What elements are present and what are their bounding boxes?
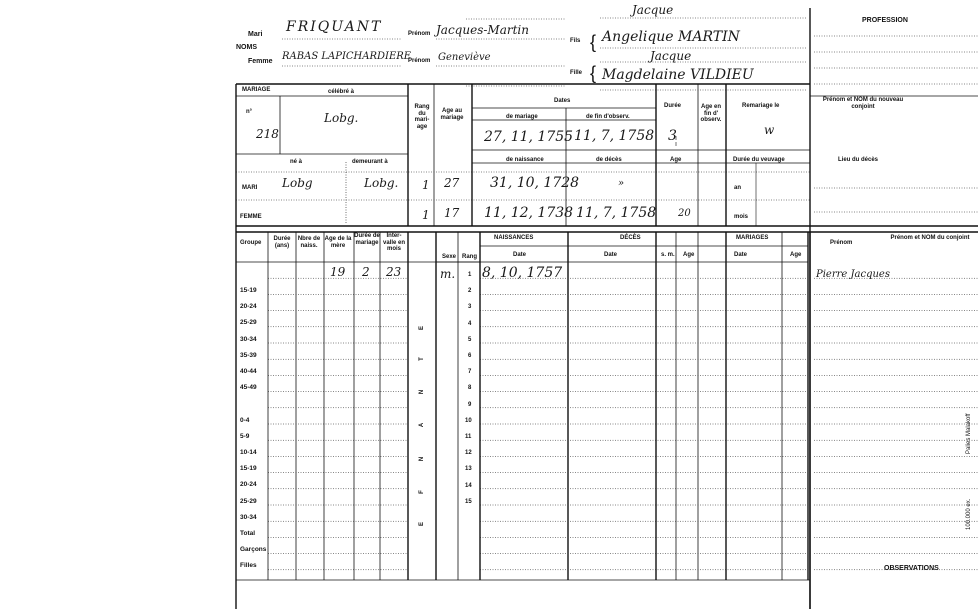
age-group-label: 45-49 bbox=[240, 384, 257, 392]
conjoint-col-label: Prénom et NOM du conjoint bbox=[890, 235, 970, 241]
age-mariage-label: Age au mariage bbox=[440, 108, 464, 121]
nouveau-conjoint-label: Prénom et NOM du nouveau conjoint bbox=[822, 97, 904, 110]
naissances-label: NAISSANCES bbox=[494, 235, 534, 241]
vertical-letter: F bbox=[418, 490, 425, 494]
sm-label: s. m. bbox=[661, 252, 675, 258]
femme-deces: 11, 7, 1758 bbox=[576, 205, 657, 221]
mari-prenom: Jacques-Martin bbox=[436, 23, 529, 37]
mariage-label: MARIAGE bbox=[242, 87, 271, 93]
mari-ne-a: Lobg bbox=[282, 176, 313, 190]
deces-label: de décès bbox=[596, 157, 622, 163]
fille-label: Fille bbox=[570, 70, 583, 76]
deces-age-label: Age bbox=[683, 252, 695, 258]
age-group-label: 25-29 bbox=[240, 497, 257, 505]
rank-number: 3 bbox=[468, 304, 472, 311]
age-group-label: 30-34 bbox=[240, 335, 257, 343]
vertical-letter: E bbox=[419, 325, 426, 331]
rank-number: 6 bbox=[468, 353, 472, 359]
naissance-date-label: Date bbox=[513, 252, 527, 258]
femme-prenom: Geneviève bbox=[438, 52, 491, 63]
mari-label: Mari bbox=[248, 31, 263, 38]
mariage-age-label: Age bbox=[790, 252, 802, 258]
age-group-label: Total bbox=[240, 530, 256, 537]
rank-number: 8 bbox=[468, 385, 472, 392]
dates-label: Dates bbox=[554, 98, 571, 104]
fils-bracket-icon: { bbox=[590, 32, 597, 52]
mariages-label: MARIAGES bbox=[736, 235, 769, 241]
femme-row-label: FEMME bbox=[240, 214, 262, 220]
age-fin-observ-label: Age en fin d' observ. bbox=[700, 104, 722, 124]
an-label: an bbox=[734, 185, 742, 191]
rank-number: 2 bbox=[468, 288, 472, 295]
child-prenom-value: Pierre Jacques bbox=[816, 269, 890, 280]
fille-line-1: Jacque bbox=[650, 49, 692, 63]
deces-col-label: DÉCÈS bbox=[620, 235, 641, 241]
femme-age: 17 bbox=[444, 206, 460, 220]
naissance-label: de naissance bbox=[506, 157, 544, 163]
age-group-label: 0-4 bbox=[240, 416, 250, 424]
rank-number: 5 bbox=[468, 336, 472, 343]
femme-label: Femme bbox=[248, 58, 273, 65]
observations-label: OBSERVATIONS bbox=[884, 565, 939, 572]
age-group-label: 15-19 bbox=[240, 465, 257, 473]
sexe-label: Sexe bbox=[442, 254, 457, 260]
mari-rang: 1 bbox=[422, 178, 430, 192]
remariage-label: Remariage le bbox=[742, 103, 780, 109]
age-group-label: 35-39 bbox=[240, 351, 257, 359]
nbre-naiss-label: Nbre de naiss. bbox=[297, 236, 321, 249]
intervalle-label: Inter-valle en mois bbox=[382, 233, 405, 253]
vertical-letter: A bbox=[419, 422, 426, 428]
duree-value: 3 bbox=[668, 128, 677, 144]
fille-line-2: Magdelaine VILDIEU bbox=[602, 67, 754, 83]
mariage-date-label: Date bbox=[734, 252, 748, 258]
noms-label: NOMS bbox=[236, 44, 257, 51]
fils-label: Fils bbox=[570, 38, 581, 44]
remariage-value: w bbox=[764, 123, 775, 137]
rank-number: 10 bbox=[465, 417, 472, 424]
vertical-letter: N bbox=[419, 456, 426, 462]
femme-naissance: 11, 12, 1738 bbox=[484, 205, 574, 221]
birth-date-value: 8, 10, 1757 bbox=[482, 265, 563, 281]
date-mariage-label: de mariage bbox=[506, 114, 538, 120]
age-deces-label: Age bbox=[670, 157, 682, 163]
duree-veuvage-label: Durée du veuvage bbox=[733, 157, 785, 163]
intervalle-value: 23 bbox=[386, 265, 402, 279]
age-mere-label: Age de la mère bbox=[324, 236, 352, 249]
celebre-label: célébré à bbox=[328, 89, 355, 95]
mariage-place: Lobg. bbox=[324, 111, 359, 125]
prenom-label-femme: Prénom bbox=[408, 58, 431, 64]
duree-ans-label: Durée (ans) bbox=[273, 236, 291, 249]
femme-rang: 1 bbox=[422, 208, 430, 222]
groupe-label: Groupe bbox=[240, 240, 262, 246]
vertical-letter: E bbox=[419, 521, 426, 527]
rank-number: 15 bbox=[465, 498, 472, 505]
rank-number: 12 bbox=[465, 450, 472, 457]
sexe-value: m. bbox=[440, 267, 456, 281]
ne-a-label: né à bbox=[290, 159, 303, 165]
femme-age-deces: 20 bbox=[678, 208, 691, 219]
duree-label: Durée bbox=[664, 103, 682, 109]
mari-deces: » bbox=[618, 178, 625, 189]
age-group-label: 5-9 bbox=[240, 432, 250, 440]
mariage-number: 218 bbox=[256, 127, 279, 141]
mari-naissance: 31, 10, 1728 bbox=[490, 175, 580, 191]
age-group-label: Garçons bbox=[240, 546, 267, 554]
date-fin-observ: 11, 7, 1758 bbox=[574, 128, 655, 144]
rang-mariage-label: Rang du mari-age bbox=[414, 104, 430, 130]
rank-number: 1 bbox=[468, 272, 472, 278]
age-group-label: Filles bbox=[240, 562, 257, 570]
mari-demeurant: Lobg. bbox=[364, 176, 399, 190]
age-group-label: 25-29 bbox=[240, 319, 257, 327]
rank-number: 9 bbox=[468, 401, 472, 408]
prenom-label-mari: Prénom bbox=[408, 31, 431, 37]
femme-name: RABAS LAPICHARDIERE bbox=[282, 51, 412, 62]
rank-number: 14 bbox=[465, 482, 472, 489]
prenom-col-label: Prénom bbox=[830, 240, 853, 246]
age-mere-value: 19 bbox=[330, 265, 346, 279]
copies-credit: 100.000 ex. bbox=[966, 498, 972, 530]
profession-label: PROFESSION bbox=[862, 17, 908, 24]
mari-name: FRIQUANT bbox=[286, 19, 383, 35]
vertical-letter: T bbox=[418, 357, 425, 361]
age-group-label: 20-24 bbox=[240, 481, 257, 489]
fils-line-1: Jacque bbox=[632, 3, 674, 17]
mari-age: 27 bbox=[444, 176, 460, 190]
age-group-label: 40-44 bbox=[240, 368, 257, 375]
rank-number: 4 bbox=[468, 320, 472, 327]
age-group-label: 15-19 bbox=[240, 287, 257, 294]
fille-bracket-icon: { bbox=[590, 63, 597, 83]
rank-number: 13 bbox=[465, 466, 472, 473]
lieu-deces-label: Lieu du décès bbox=[838, 157, 879, 163]
vertical-letter: N bbox=[419, 389, 426, 395]
duree-mariage-value: 2 bbox=[362, 265, 370, 279]
fin-observ-label: de fin d'observ. bbox=[586, 114, 630, 120]
fils-line-2: Angelique MARTIN bbox=[602, 29, 740, 45]
demeurant-label: demeurant à bbox=[352, 159, 388, 165]
numero-label: n° bbox=[246, 109, 253, 115]
rang-label: Rang bbox=[462, 254, 477, 260]
deces-date-label: Date bbox=[604, 252, 618, 258]
age-group-label: 30-34 bbox=[240, 513, 257, 521]
printer-credit: Palies Malakoff bbox=[966, 413, 972, 454]
mari-row-label: MARI bbox=[242, 185, 258, 191]
age-group-label: 10-14 bbox=[240, 449, 257, 456]
age-group-label: 20-24 bbox=[240, 303, 257, 311]
duree-mariage-label: Durée de mariage bbox=[354, 233, 380, 246]
rank-number: 7 bbox=[468, 369, 472, 376]
rank-number: 11 bbox=[465, 434, 472, 440]
mois-label: mois bbox=[734, 214, 749, 220]
date-mariage: 27, 11, 1755 bbox=[484, 129, 574, 145]
